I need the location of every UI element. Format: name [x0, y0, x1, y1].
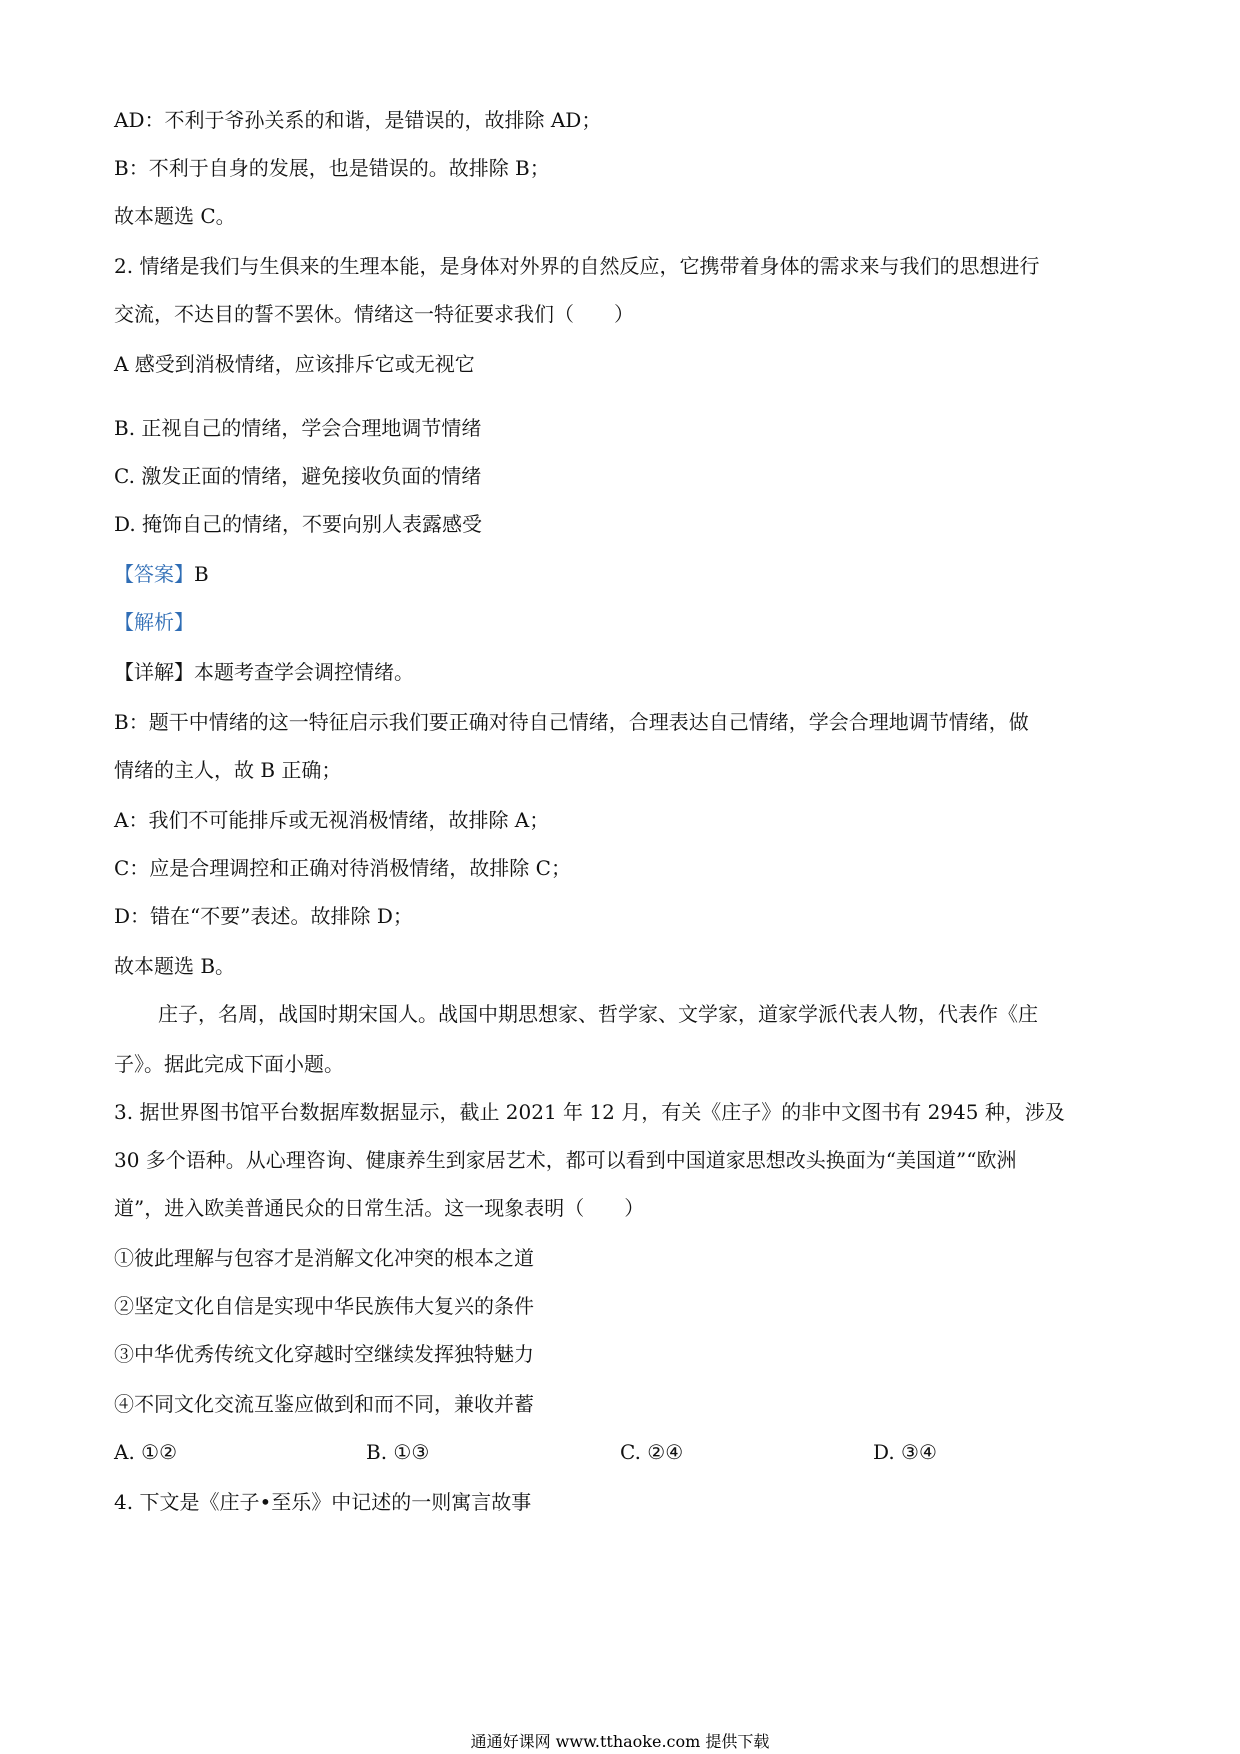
q1-explanation-b: B：不利于自身的发展，也是错误的。故排除 B；: [114, 156, 550, 180]
q1-explanation-ad: AD：不利于爷孙关系的和谐，是错误的，故排除 AD；: [114, 108, 602, 132]
q2-option-d: D. 掩饰自己的情绪，不要向别人表露感受: [114, 512, 483, 536]
q2-stem-line1: 2. 情绪是我们与生俱来的生理本能，是身体对外界的自然反应，它携带着身体的需求来与我们的思想进行: [114, 254, 1040, 278]
q3-statement-1: ①彼此理解与包容才是消解文化冲突的根本之道: [114, 1246, 534, 1270]
q3-stem-line2: 30 多个语种。从心理咨询、健康养生到家居艺术，都可以看到中国道家思想改头换面为“美国道”“欧洲: [114, 1148, 1017, 1172]
q2-explanation-a: A：我们不可能排斥或无视消极情绪，故排除 A；: [114, 808, 550, 832]
q3-choice-c: C. ②④: [620, 1440, 684, 1464]
answer-value: B: [194, 562, 209, 586]
passage-line1: 庄子，名周，战国时期宋国人。战国中期思想家、哲学家、文学家，道家学派代表人物，代表作《庄: [158, 1002, 1038, 1026]
q3-choice-b: B. ①③: [366, 1440, 430, 1464]
q2-option-a: A 感受到消极情绪，应该排斥它或无视它: [114, 352, 475, 376]
q2-conclusion: 故本题选 B。: [114, 954, 236, 978]
q2-answer: [114, 560, 209, 588]
passage-line2: 子》。据此完成下面小题。: [114, 1052, 344, 1076]
q3-statement-4: ④不同文化交流互鉴应做到和而不同，兼收并蓄: [114, 1392, 534, 1416]
q3-statement-3: ③中华优秀传统文化穿越时空继续发挥独特魅力: [114, 1342, 534, 1366]
q2-explanation-d: D：错在“不要”表述。故排除 D；: [114, 904, 413, 928]
page-footer: 通通好课网 www.tthaoke.com 提供下载: [470, 1732, 770, 1751]
answer-label: 【答案】: [114, 562, 194, 586]
q2-explanation-b-line2: 情绪的主人，故 B 正确；: [114, 758, 342, 782]
q2-option-c: C. 激发正面的情绪，避免接收负面的情绪: [114, 464, 482, 488]
q2-explanation-c: C：应是合理调控和正确对待消极情绪，故排除 C；: [114, 856, 571, 880]
q2-detail: 【详解】本题考查学会调控情绪。: [114, 660, 414, 684]
q2-stem-line2: 交流，不达目的誓不罢休。情绪这一特征要求我们（ ）: [114, 302, 634, 326]
analysis-label: 【解析】: [114, 610, 194, 634]
q1-conclusion: 故本题选 C。: [114, 204, 236, 228]
q3-choice-a: A. ①②: [114, 1440, 178, 1464]
q3-choice-d: D. ③④: [873, 1440, 937, 1464]
q2-option-b: B. 正视自己的情绪，学会合理地调节情绪: [114, 416, 482, 440]
q3-stem-line3: 道”，进入欧美普通民众的日常生活。这一现象表明（ ）: [114, 1196, 645, 1220]
q3-stem-line1: 3. 据世界图书馆平台数据库数据显示，截止 2021 年 12 月，有关《庄子》的非中文图书有 2945 种，涉及: [114, 1100, 1065, 1124]
q2-explanation-b-line1: B：题干中情绪的这一特征启示我们要正确对待自己情绪，合理表达自己情绪，学会合理地调节情绪，做: [114, 710, 1029, 734]
q3-statement-2: ②坚定文化自信是实现中华民族伟大复兴的条件: [114, 1294, 534, 1318]
q4-stem: 4. 下文是《庄子•至乐》中记述的一则寓言故事: [114, 1490, 532, 1514]
